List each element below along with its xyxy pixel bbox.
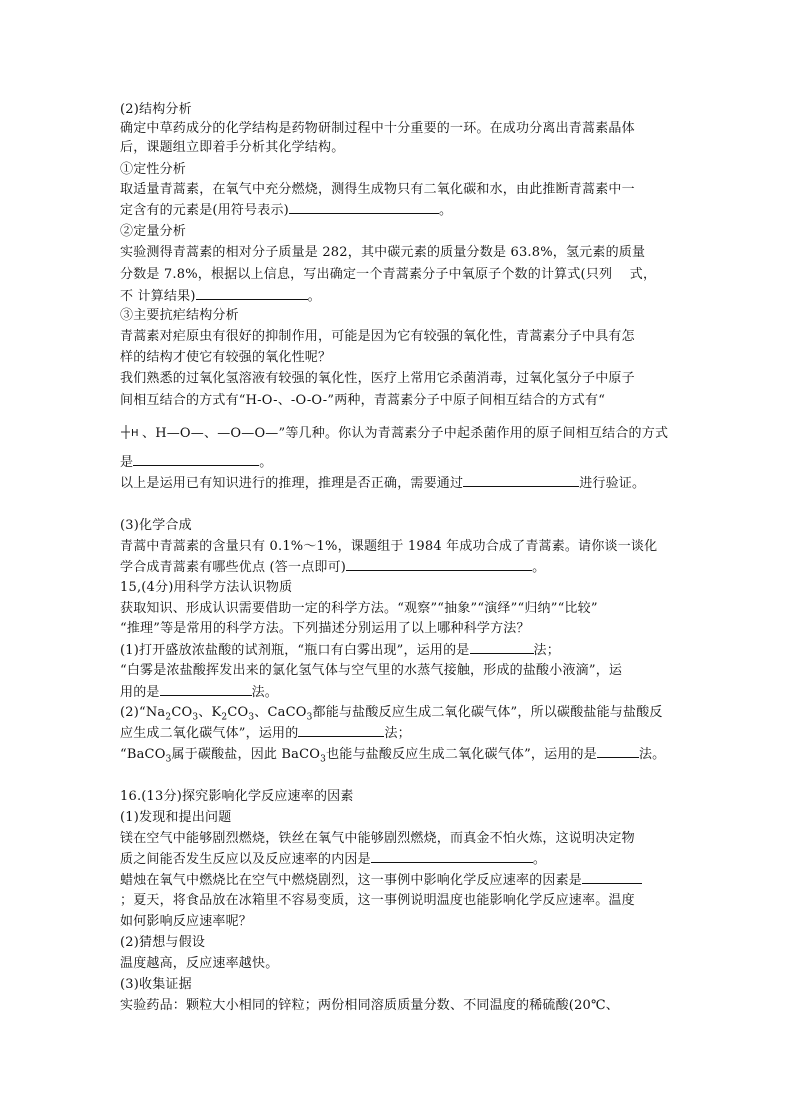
paragraph-line: “白雾是浓盐酸挥发出来的氯化氢气体与空气里的水蒸气接触，形成的盐酸小液滴”，运 (120, 663, 623, 678)
paragraph-line: 样的结构才使它有较强的氧化性呢？ (120, 350, 332, 365)
text-fragment: CO (227, 705, 249, 720)
question-text: (1)打开盛放浓盐酸的试剂瓶，“瓶口有白雾出现”，运用的是 (120, 643, 470, 658)
question-line (120, 640, 560, 660)
paragraph-line: 实验药品：颗粒大小相同的锌粒；两份相同溶质质量分数、不同温度的稀硫酸(20℃、 (120, 998, 619, 1013)
text-fragment: 也能与盐酸反应生成二氧化碳气体”，运用的是 (326, 747, 597, 762)
paragraph-line: 青蒿中青蒿素的含量只有 0.1%～1%，课题组于 1984 年成功合成了青蒿素。请你谈一谈化 (120, 539, 658, 554)
answer-blank[interactable] (470, 640, 534, 654)
paragraph-line: 青蒿素对疟原虫有很好的抑制作用，可能是因为它有较强的氧化性，青蒿素分子中具有怎 (120, 329, 635, 344)
question-line (120, 473, 645, 493)
text-fragment: (2)“Na (120, 705, 166, 720)
subscript: 3 (320, 754, 327, 765)
subsection-quantitative: ②定量分析 (120, 224, 187, 239)
question-line (120, 723, 411, 743)
punctuation: 。 (307, 289, 321, 304)
question-15-title: 15,(4分)用科学方法认识物质 (120, 580, 293, 595)
subscript: 2 (221, 712, 228, 723)
answer-blank[interactable] (289, 200, 439, 214)
paragraph-line (120, 424, 668, 443)
punctuation: 。 (259, 455, 273, 470)
question-text: 应生成二氧化碳气体”，运用的 (120, 726, 299, 741)
subscript: 3 (248, 712, 255, 723)
subscript: 3 (306, 712, 313, 723)
question-line (120, 682, 278, 702)
question-line (120, 200, 452, 220)
punctuation: 。 (532, 560, 546, 575)
paragraph-text: 、H—O—、—O—O—”等几种。你认为青蒿素分子中起杀菌作用的原子间相互结合的方式 (142, 426, 669, 441)
question-text: 用的是 (120, 685, 160, 700)
carbon-hydrogen-bond-icon (120, 424, 140, 440)
answer-blank[interactable] (346, 557, 532, 571)
section-structure-analysis: (2)结构分析 (120, 102, 192, 117)
question-text: 不 计算结果) (120, 289, 196, 304)
text-fragment: 法。 (638, 747, 666, 762)
question-line (120, 744, 665, 770)
text-fragment: 都能与盐酸反应生成二氧化碳气体”，所以碳酸盐能与盐酸反 (312, 705, 663, 720)
answer-blank[interactable] (298, 723, 384, 737)
question-text: 质之间能否发生反应以及反应速率的内因是 (120, 852, 371, 867)
paragraph-line: 实验测得青蒿素的相对分子质量是 282，其中碳元素的质量分数是 63.8%，氢元素的质量 (120, 245, 646, 260)
question-text: 法； (533, 643, 560, 658)
question-line (120, 286, 321, 306)
paragraph-line: 后，课题组立即着手分析其化学结构。 (120, 140, 345, 155)
svg-text:H: H (131, 428, 139, 439)
answer-blank[interactable] (463, 473, 579, 487)
paragraph-line: 温度越高，反应速率越快。 (120, 956, 279, 971)
question-text: 法。 (251, 685, 279, 700)
punctuation: 。 (438, 203, 453, 218)
answer-blank[interactable] (597, 744, 639, 758)
question-text: 蜡烛在氧气中燃烧比在空气中燃烧剧烈，这一事例中影响化学反应速率的因素是 (120, 873, 583, 888)
answer-blank[interactable] (371, 849, 533, 863)
answer-blank[interactable] (160, 682, 252, 696)
question-text: 学合成青蒿素有哪些优点 (答一点即可) (120, 560, 347, 575)
text-fragment: 、CaCO (254, 705, 307, 720)
question-text: 法； (384, 726, 411, 741)
question-text: 是 (120, 455, 134, 470)
question-line (120, 849, 546, 869)
question-text: 定含有的元素是(用符号表示) (120, 203, 289, 218)
paragraph-line: 如何影响反应速率呢？ (120, 914, 253, 929)
subscript: 2 (165, 712, 172, 723)
subscript: 3 (192, 712, 199, 723)
subsection-hypothesis: (2)猜想与假设 (120, 935, 206, 950)
question-text: 以上是运用已有知识进行的推理，推理是否正确，需要通过 (120, 476, 464, 491)
punctuation: 。 (532, 852, 547, 867)
text-fragment: 、K (198, 705, 222, 720)
paragraph-line: 分数是 7.8%，根据以上信息，写出确定一个青蒿素分子中氧原子个数的计算式(只列 式， (120, 267, 657, 282)
paragraph-line: 取适量青蒿素，在氧气中充分燃烧，测得生成物只有二氧化碳和水，由此推断青蒿素中一 (120, 182, 635, 197)
paragraph-line: ；夏天，将食品放在冰箱里不容易变质，这一事例说明温度也能影响化学反应速率。温度 (120, 893, 635, 908)
text-fragment: 属于碳酸盐，因此 BaCO (171, 747, 321, 762)
question-line (120, 870, 642, 890)
answer-blank[interactable] (196, 286, 308, 300)
section-chemical-synthesis: (3)化学合成 (120, 518, 192, 533)
question-line (120, 452, 272, 472)
question-line (120, 557, 545, 577)
answer-blank[interactable] (582, 870, 642, 884)
answer-blank[interactable] (133, 452, 259, 466)
text-fragment: “BaCO (120, 747, 166, 762)
text-fragment: CO (171, 705, 193, 720)
question-16-title: 16.(13分)探究影响化学反应速率的因素 (120, 789, 354, 804)
paragraph-line: 间相互结合的方式有“H-O-、-O-O-”两种，青蒿素分子中原子间相互结合的方式有“ (120, 393, 606, 408)
subscript: 3 (165, 754, 172, 765)
paragraph-line: “推理”等是常用的科学方法。下列描述分别运用了以上哪种科学方法？ (120, 621, 530, 636)
paragraph-line: 我们熟悉的过氧化氢溶液有较强的氧化性，医疗上常用它杀菌消毒，过氧化氢分子中原子 (120, 371, 635, 386)
question-text: 进行验证。 (579, 476, 646, 491)
paragraph-line: 获取知识、形成认识需要借助一定的科学方法。“观察”“抽象”“演绎”“归纳”“比较” (120, 601, 598, 616)
subsection-antimalarial-structure: ③主要抗疟结构分析 (120, 308, 239, 323)
paragraph-line: 镁在空气中能够剧烈燃烧，铁丝在氧气中能够剧烈燃烧，而真金不怕火炼，这说明决定物 (120, 831, 635, 846)
paragraph-line: 确定中草药成分的化学结构是药物研制过程中十分重要的一环。在成功分离出青蒿素晶体 (120, 121, 635, 136)
subsection-qualitative: ①定性分析 (120, 162, 187, 177)
subsection-question: (1)发现和提出问题 (120, 810, 232, 825)
subsection-evidence: (3)收集证据 (120, 977, 192, 992)
